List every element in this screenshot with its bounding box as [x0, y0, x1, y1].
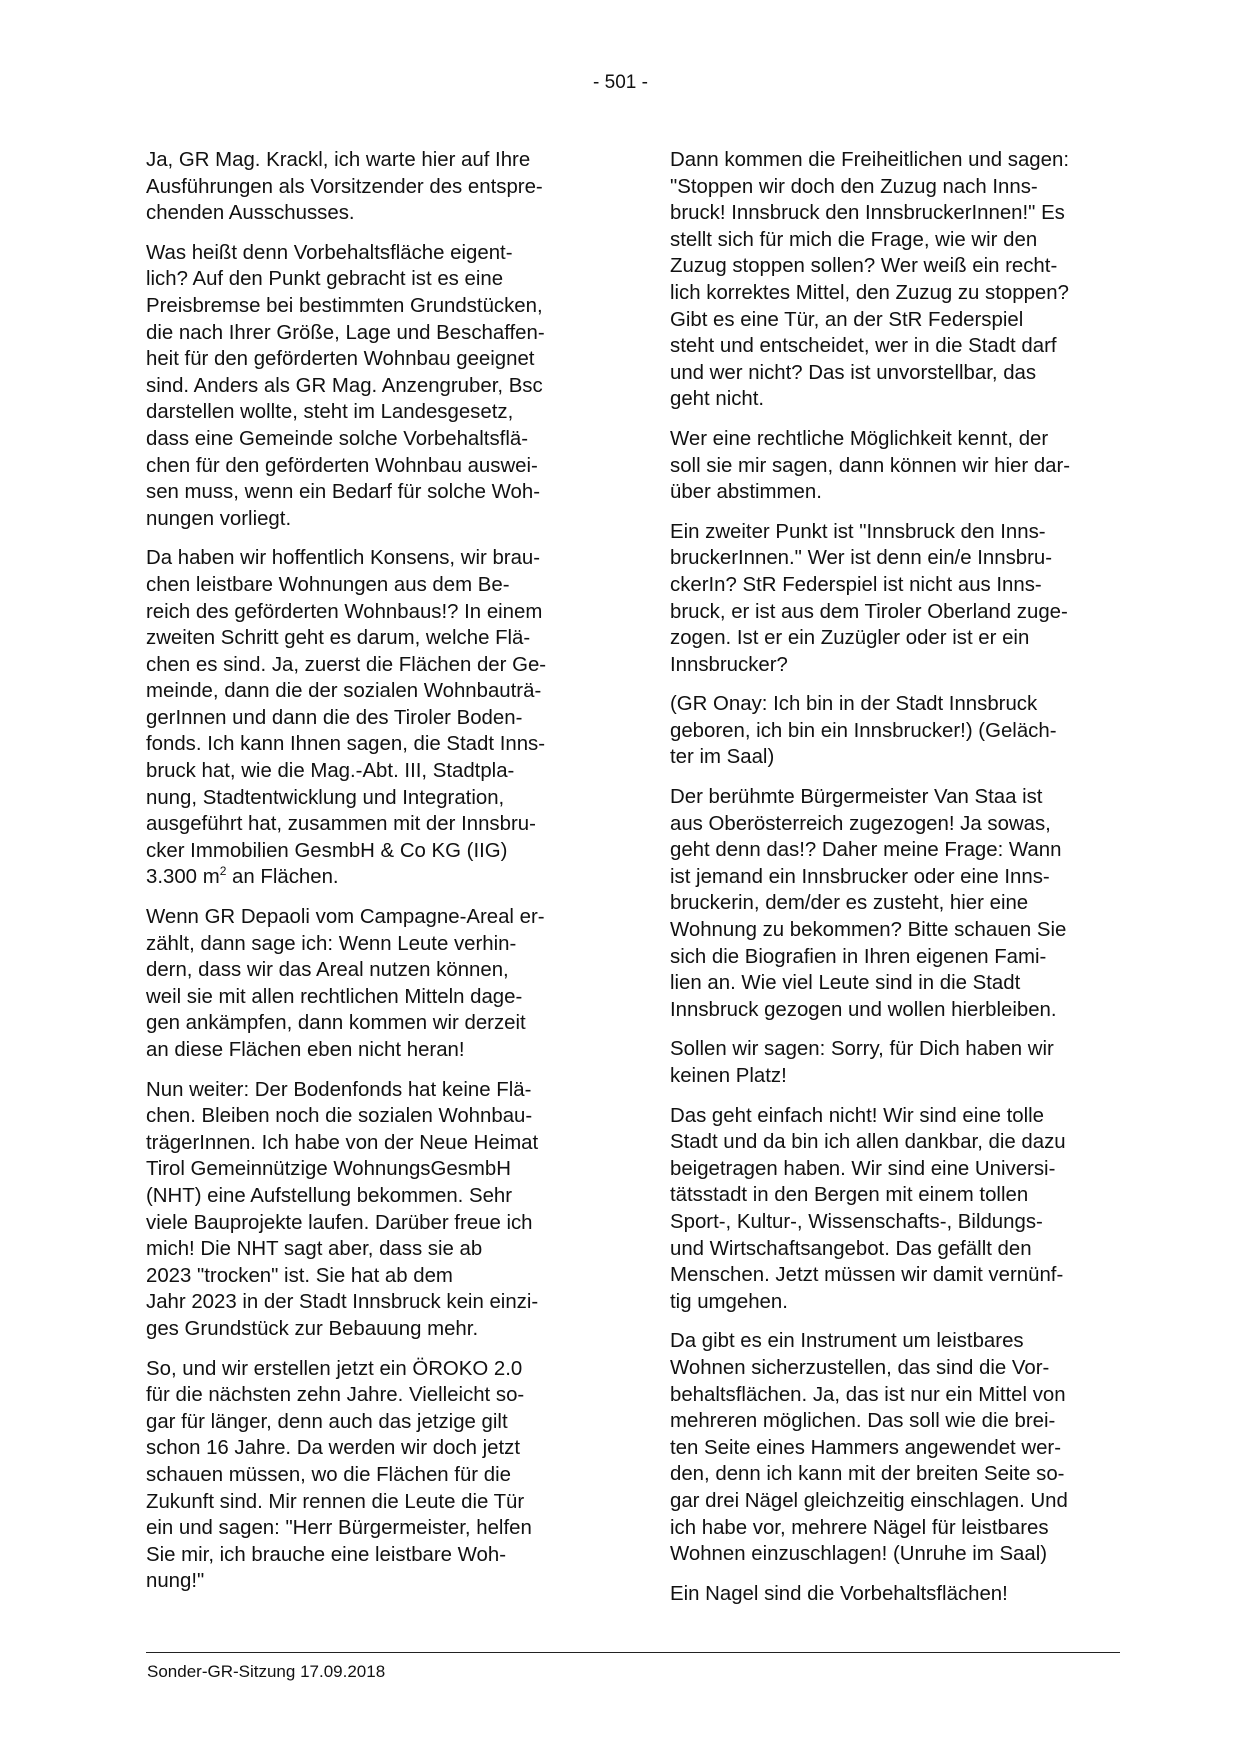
- text-line: nung, Stadtentwicklung und Integration,: [146, 786, 505, 809]
- area-exponent: 2: [219, 864, 227, 879]
- text-line: gar drei Nägel gleichzeitig einschlagen. Und: [670, 1489, 1068, 1512]
- text-line: gen ankämpfen, dann kommen wir derzeit: [146, 1012, 526, 1035]
- text-line: zählt, dann sage ich: Wenn Leute verhin-: [146, 932, 517, 955]
- text-line: Da gibt es ein Instrument um leistbares: [670, 1330, 1024, 1353]
- paragraph: [670, 1103, 1120, 1316]
- text-line: lich korrektes Mittel, den Zuzug zu stoppen?: [670, 281, 1069, 304]
- area-value: 3.300 m: [146, 866, 220, 889]
- text-line: gerInnen und dann die des Tiroler Boden-: [146, 706, 523, 729]
- text-line: darstellen wollte, steht im Landesgesetz,: [146, 401, 514, 424]
- text-line: mich! Die NHT sagt aber, dass sie ab: [146, 1238, 483, 1261]
- text-line: ges Grundstück zur Bebauung mehr.: [146, 1317, 479, 1340]
- text-line: geboren, ich bin ein Innsbrucker!) (Geläch-: [670, 719, 1057, 742]
- text-line: keinen Platz!: [670, 1065, 787, 1087]
- text-line: soll sie mir sagen, dann können wir hier dar-: [670, 454, 1071, 477]
- text-line: bruck! Innsbruck den InnsbruckerInnen!" Es: [670, 202, 1065, 225]
- text-line: stellt sich für mich die Frage, wie wir den: [670, 228, 1038, 251]
- text-line: ich habe vor, mehrere Nägel für leistbares: [670, 1516, 1049, 1539]
- text-line: Menschen. Jetzt müssen wir damit vernünf-: [670, 1264, 1064, 1287]
- paragraph: [670, 691, 1120, 771]
- text-line: Sport-, Kultur-, Wissenschafts-, Bildungs-: [670, 1210, 1043, 1233]
- text-line: dern, dass wir das Areal nutzen können,: [146, 959, 509, 982]
- text-line: beigetragen haben. Wir sind eine Universi-: [670, 1157, 1056, 1180]
- text-line: viele Bauprojekte laufen. Darüber freue ich: [146, 1211, 533, 1234]
- text-line: Jahr 2023 in der Stadt Innsbruck kein einzi-: [146, 1291, 539, 1314]
- text-line: Preisbremse bei bestimmten Grundstücken,: [146, 294, 543, 317]
- text-line: tätsstadt in den Bergen mit einem tollen: [670, 1184, 1029, 1207]
- text-line: Tirol Gemeinnützige WohnungsGesmbH: [146, 1158, 511, 1181]
- text-line: geht denn das!? Daher meine Frage: Wann: [670, 839, 1062, 862]
- text-line: gar für länger, denn auch das jetzige gilt: [146, 1410, 508, 1433]
- area-line: [146, 864, 596, 891]
- text-line: meinde, dann die der sozialen Wohnbauträ-: [146, 680, 542, 703]
- paragraph: [670, 147, 1120, 413]
- text-line: Das geht einfach nicht! Wir sind eine tolle: [670, 1104, 1045, 1127]
- text-line: bruckerInnen." Wer ist denn ein/e Innsbru-: [670, 547, 1053, 570]
- text-line: geht nicht.: [670, 388, 765, 411]
- text-line: Dann kommen die Freiheitlichen und sagen:: [670, 149, 1069, 171]
- text-line: trägerInnen. Ich habe von der Neue Heimat: [146, 1131, 539, 1154]
- text-line: Wer eine rechtliche Möglichkeit kennt, der: [670, 427, 1049, 450]
- text-line: schauen müssen, wo die Flächen für die: [146, 1463, 511, 1486]
- text-line: Sollen wir sagen: Sorry, für Dich haben wir: [670, 1038, 1054, 1061]
- paragraph: [670, 519, 1120, 679]
- text-line: fonds. Ich kann Ihnen sagen, die Stadt Inns-: [146, 733, 546, 756]
- text-line: Innsbruck gezogen und wollen hierbleiben.: [670, 998, 1057, 1021]
- text-line: bruckerin, dem/der es zusteht, hier eine: [670, 892, 1029, 915]
- text-line: die nach Ihrer Größe, Lage und Beschaffen-: [146, 321, 545, 344]
- text-line: schon 16 Jahre. Da werden wir doch jetzt: [146, 1437, 521, 1460]
- text-line: Stadt und da bin ich allen dankbar, die dazu: [670, 1131, 1066, 1154]
- right-column: [670, 147, 1120, 1620]
- text-line: reich des geförderten Wohnbaus!? In einem: [146, 600, 543, 623]
- text-line: sich die Biografien in Ihren eigenen Fami-: [670, 945, 1047, 968]
- text-line: Wohnen einzuschlagen! (Unruhe im Saal): [670, 1543, 1048, 1566]
- text-line: behaltsflächen. Ja, das ist nur ein Mittel von: [670, 1383, 1066, 1406]
- text-line: zweiten Schritt geht es darum, welche Flä-: [146, 627, 531, 650]
- footer-session-label: Sonder-GR-Sitzung 17.09.2018: [147, 1662, 386, 1681]
- text-line: den, denn ich kann mit der breiten Seite so-: [670, 1463, 1065, 1486]
- text-line: lien an. Wie viel Leute sind in die Stadt: [670, 972, 1021, 995]
- text-line: Ein zweiter Punkt ist "Innsbruck den Inns-: [670, 520, 1046, 543]
- text-line: ist jemand ein Innsbrucker oder eine Inns-: [670, 865, 1050, 888]
- text-line: Zukunft sind. Mir rennen die Leute die Tür: [146, 1490, 525, 1513]
- text-line: für die nächsten zehn Jahre. Vielleicht so-: [146, 1384, 525, 1407]
- text-line: Wenn GR Depaoli vom Campagne-Areal er-: [146, 906, 545, 929]
- text-line: chen leistbare Wohnungen aus dem Be-: [146, 573, 510, 596]
- text-line: Der berühmte Bürgermeister Van Staa ist: [670, 786, 1043, 809]
- text-line: chen. Bleiben noch die sozialen Wohnbau-: [146, 1105, 533, 1128]
- paragraph: [670, 784, 1120, 1023]
- page-number: - 501 -: [593, 72, 648, 93]
- text-line: Sie mir, ich brauche eine leistbare Woh-: [146, 1543, 507, 1566]
- text-line: Ja, GR Mag. Krackl, ich warte hier auf Ihre: [146, 149, 531, 171]
- text-line: tig umgehen.: [670, 1290, 788, 1313]
- paragraph: [670, 1328, 1120, 1567]
- paragraph: [146, 147, 596, 227]
- text-line: sen muss, wenn ein Bedarf für solche Woh-: [146, 481, 541, 504]
- text-line: ein und sagen: "Herr Bürgermeister, helfen: [146, 1517, 532, 1540]
- text-line: steht und entscheidet, wer in die Stadt darf: [670, 335, 1057, 358]
- text-line: cker Immobilien GesmbH & Co KG (IIG): [146, 839, 508, 862]
- text-line: an diese Flächen eben nicht heran!: [146, 1039, 465, 1061]
- text-line: Wohnung zu bekommen? Bitte schauen Sie: [670, 919, 1067, 942]
- paragraph: [146, 1077, 596, 1343]
- text-line: ten Seite eines Hammers angewendet wer-: [670, 1436, 1062, 1459]
- text-line: Was heißt denn Vorbehaltsfläche eigent-: [146, 241, 513, 264]
- text-line: Gibt es eine Tür, an der StR Federspiel: [670, 308, 1024, 331]
- paragraph: [146, 1356, 596, 1595]
- text-line: nung!": [146, 1570, 205, 1593]
- text-line: bruck, er ist aus dem Tiroler Oberland zuge-: [670, 600, 1068, 623]
- text-line: 2023 "trocken" ist. Sie hat ab dem: [146, 1264, 453, 1287]
- footer-divider: [146, 1652, 1120, 1653]
- text-line: zogen. Ist er ein Zuzügler oder ist er ein: [670, 627, 1030, 650]
- text-line: chen es sind. Ja, zuerst die Flächen der Ge-: [146, 653, 547, 676]
- text-line: über abstimmen.: [670, 481, 822, 504]
- text-line: dass eine Gemeinde solche Vorbehaltsflä-: [146, 427, 528, 450]
- text-line: Zuzug stoppen sollen? Wer weiß ein recht-: [670, 255, 1058, 278]
- text-line: Nun weiter: Der Bodenfonds hat keine Flä-: [146, 1078, 532, 1101]
- text-line: ter im Saal): [670, 746, 775, 769]
- text-line: chen für den geförderten Wohnbau auswei-: [146, 454, 538, 477]
- left-column: [146, 147, 596, 1608]
- text-line: ckerIn? StR Federspiel ist nicht aus Inns-: [670, 573, 1042, 596]
- paragraph: [146, 240, 596, 533]
- text-line: (GR Onay: Ich bin in der Stadt Innsbruck: [670, 693, 1038, 716]
- text-line: "Stoppen wir doch den Zuzug nach Inns-: [670, 175, 1038, 198]
- text-line: (NHT) eine Aufstellung bekommen. Sehr: [146, 1184, 513, 1207]
- text-line: mehreren möglichen. Das soll wie die brei-: [670, 1410, 1056, 1433]
- text-line: lich? Auf den Punkt gebracht ist es eine: [146, 268, 504, 291]
- text-line: und wer nicht? Das ist unvorstellbar, das: [670, 361, 1037, 384]
- text-line: bruck hat, wie die Mag.-Abt. III, Stadtpla-: [146, 760, 515, 783]
- text-line: Ein Nagel sind die Vorbehaltsflächen!: [670, 1582, 1008, 1605]
- text-line: So, und wir erstellen jetzt ein ÖROKO 2.0: [146, 1357, 523, 1380]
- text-line: chenden Ausschusses.: [146, 202, 355, 225]
- paragraph: [146, 545, 596, 891]
- text-line: heit für den geförderten Wohnbau geeignet: [146, 348, 535, 371]
- area-suffix: an Flächen.: [226, 866, 339, 889]
- text-line: weil sie mit allen rechtlichen Mitteln dage-: [146, 985, 523, 1008]
- text-line: Innsbrucker?: [670, 653, 788, 676]
- paragraph: [146, 904, 596, 1064]
- text-line: sind. Anders als GR Mag. Anzengruber, Bsc: [146, 374, 543, 397]
- text-line: Da haben wir hoffentlich Konsens, wir brau-: [146, 547, 541, 570]
- paragraph: [670, 1581, 1120, 1608]
- text-line: nungen vorliegt.: [146, 507, 292, 530]
- text-line: Ausführungen als Vorsitzender des entspre-: [146, 175, 543, 198]
- text-line: Wohnen sicherzustellen, das sind die Vor-: [670, 1356, 1050, 1379]
- text-line: und Wirtschaftsangebot. Das gefällt den: [670, 1237, 1032, 1260]
- text-line: ausgeführt hat, zusammen mit der Innsbru-: [146, 813, 536, 836]
- paragraph: [670, 426, 1120, 506]
- text-line: aus Oberösterreich zugezogen! Ja sowas,: [670, 812, 1051, 835]
- paragraph: [670, 1036, 1120, 1089]
